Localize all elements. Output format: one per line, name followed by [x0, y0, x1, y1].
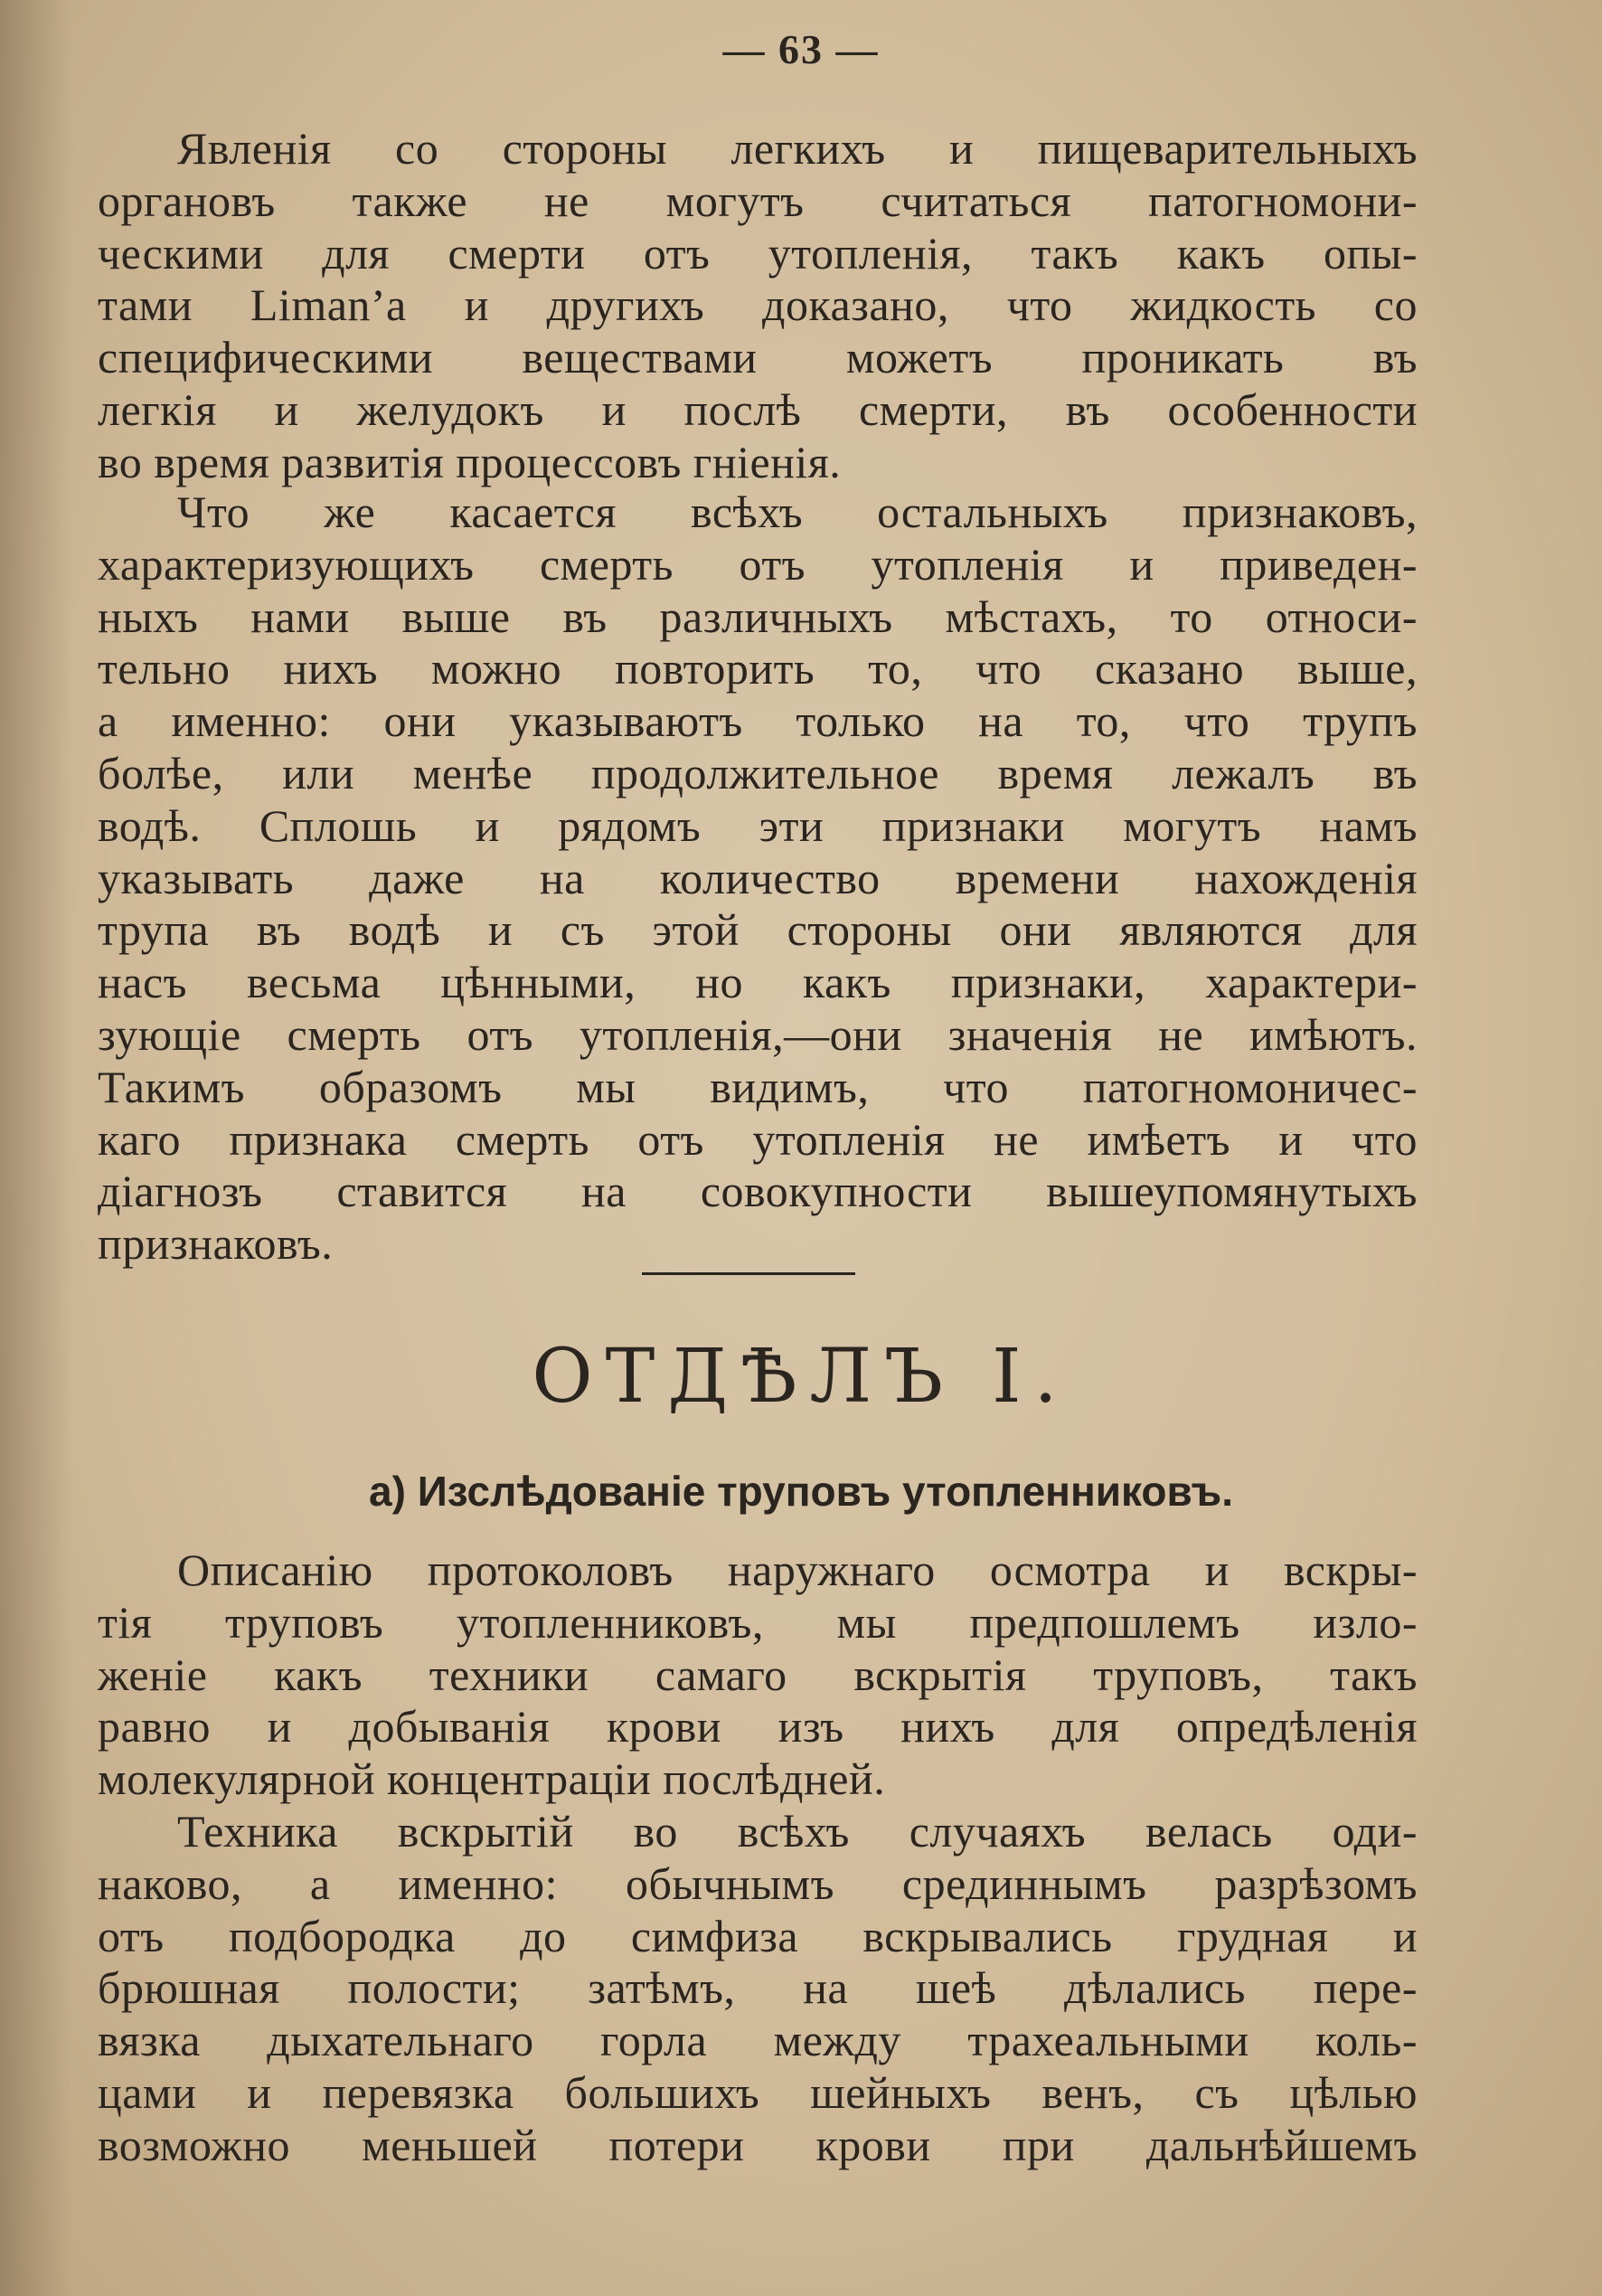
paragraph-lung-digestive-signs: [98, 123, 1418, 489]
text-line: цами и перевязка большихъ шейныхъ венъ, съ цѣлью: [98, 2066, 1418, 2118]
text-line: ныхъ нами выше въ различныхъ мѣстахъ, то относи-: [98, 591, 1418, 642]
text-line: Такимъ образомъ мы видимъ, что патогномоничес-: [98, 1061, 1418, 1112]
section-title: ОТДѢЛЪ I.: [532, 1334, 1070, 1420]
text-line: специфическими веществами можетъ проникать въ: [98, 332, 1418, 383]
text-line: признаковъ.: [98, 1218, 334, 1270]
text-line: болѣе, или менѣе продолжительное время лежалъ въ: [98, 747, 1418, 798]
text-line: трупа въ водѣ и съ этой стороны они являются для: [98, 904, 1418, 956]
text-line: женіе какъ техники самаго вскрытія труповъ, такъ: [98, 1649, 1418, 1700]
text-line: діагнозъ ставится на совокупности вышеупомянутыхъ: [98, 1166, 1418, 1217]
subsection-title: а) Изслѣдованіе труповъ утопленниковъ.: [369, 1468, 1233, 1515]
text-line: ческими для смерти отъ утопленія, такъ какъ опы-: [98, 227, 1418, 279]
text-line: водѣ. Сплошь и рядомъ эти признаки могутъ намъ: [98, 799, 1418, 851]
text-line: характеризующихъ смерть отъ утопленія и приведен-: [98, 538, 1418, 590]
text-line: указывать даже на количество времени нахожденія: [98, 852, 1418, 903]
text-line: Что же касается всѣхъ остальныхъ признаковъ,: [177, 487, 1418, 537]
text-line: легкія и желудокъ и послѣ смерти, въ особенности: [98, 383, 1418, 435]
text-line: возможно меньшей потери крови при дальнѣйшемъ: [98, 2119, 1418, 2170]
text-line: вязка дыхательнаго горла между трахеальными коль-: [98, 2015, 1418, 2066]
text-line: равно и добыванія крови изъ нихъ для опредѣленія: [98, 1701, 1418, 1753]
text-line: молекулярной концентраціи послѣдней.: [98, 1753, 886, 1805]
text-line: зующіе смерть отъ утопленія,—они значенія не имѣютъ.: [98, 1008, 1418, 1060]
text-line: Описанію протоколовъ наружнаго осмотра и вскры-: [177, 1545, 1418, 1595]
text-line: Техника вскрытій во всѣхъ случаяхъ велась оди-: [177, 1805, 1418, 1857]
text-line: органовъ также не могутъ считаться патогномони-: [98, 175, 1418, 226]
paragraph-other-signs: [98, 487, 1418, 1271]
text-line: а именно: они указываютъ только на то, что трупъ: [98, 695, 1418, 747]
text-line: брюшная полости; затѣмъ, на шеѣ дѣлались пере-: [98, 1962, 1418, 2014]
section-divider-rule: [642, 1272, 855, 1275]
text-line: отъ подбородка до симфиза вскрывались грудная и: [98, 1910, 1418, 1961]
text-line: каго признака смерть отъ утопленія не имѣетъ и что: [98, 1113, 1418, 1165]
page-spine-shadow: [0, 0, 72, 2296]
text-line: тія труповъ утопленниковъ, мы предпошлемъ изло-: [98, 1596, 1418, 1648]
paragraphs-autopsy-technique: [98, 1545, 1418, 2172]
text-line: Явленія со стороны легкихъ и пищеварительныхъ: [177, 123, 1418, 174]
page-number: — 63 —: [722, 26, 880, 72]
text-line: насъ весьма цѣнными, но какъ признаки, характери-: [98, 957, 1418, 1008]
text-line: тельно нихъ можно повторить то, что сказано выше,: [98, 643, 1418, 694]
text-line: во время развитія процессовъ гніенія.: [98, 436, 842, 487]
text-line: тами Liman’а и другихъ доказано, что жидкость со: [98, 279, 1418, 331]
text-line: наково, а именно: обычнымъ срединнымъ разрѣзомъ: [98, 1857, 1418, 1909]
